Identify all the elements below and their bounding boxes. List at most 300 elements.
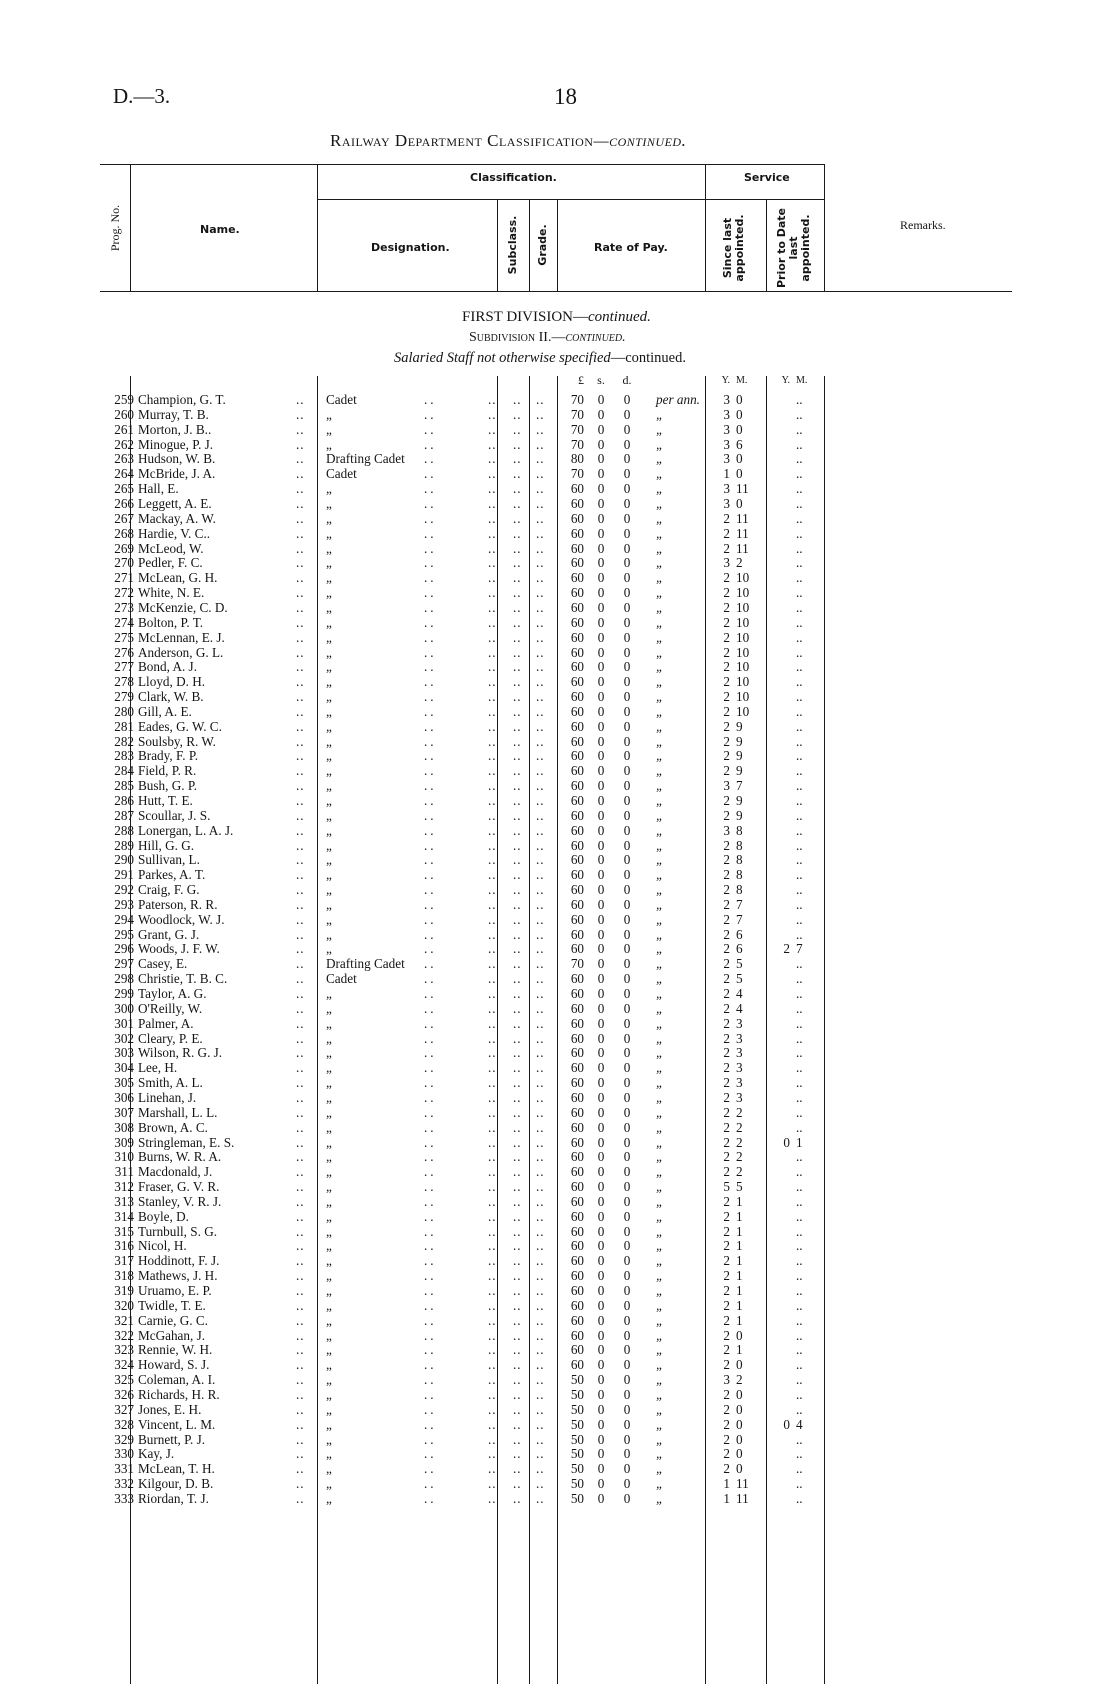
dot-leader: .. <box>488 555 497 571</box>
dot-leader: .. <box>513 1431 522 1447</box>
since-months: 9 <box>736 718 743 734</box>
pay-shillings: 0 <box>597 1253 605 1269</box>
pay-pounds: 60 <box>570 1164 584 1180</box>
designation: „ <box>326 1372 332 1388</box>
pay-period: „ <box>656 1416 664 1432</box>
header-divider <box>497 199 498 291</box>
dot-leader: .. <box>488 689 497 704</box>
dot-leader: .. <box>513 1104 522 1120</box>
prior-months: .. <box>796 570 803 586</box>
since-years: 2 <box>723 1045 730 1061</box>
prior-years: 0 <box>783 1134 790 1150</box>
dot-leader: .. <box>536 1015 545 1031</box>
pay-shillings: 0 <box>597 763 605 779</box>
pay-pounds: 50 <box>570 1401 584 1417</box>
designation: „ <box>326 1476 332 1491</box>
dot-leader: .. <box>488 911 497 927</box>
dot-leader: .. <box>296 481 305 497</box>
table-row <box>0 451 1114 466</box>
dot-leader: .. <box>536 867 545 883</box>
pay-period: „ <box>656 896 664 912</box>
prog-no: 266 <box>114 495 134 511</box>
designation: „ <box>326 1060 332 1076</box>
since-years: 2 <box>723 926 730 942</box>
dot-leader: .. <box>513 1208 522 1224</box>
dot-leader: .. <box>424 911 437 927</box>
table-row <box>0 1298 1114 1313</box>
pay-shillings: 0 <box>597 1223 605 1239</box>
dot-leader: .. <box>536 599 545 615</box>
pay-pounds: 60 <box>570 540 584 556</box>
designation: Cadet <box>326 392 357 407</box>
pay-pence: 0 <box>623 525 631 541</box>
dot-leader: .. <box>296 1268 305 1284</box>
dot-leader: .. <box>296 778 305 794</box>
pay-pence: 0 <box>623 570 631 586</box>
dot-leader: .. <box>536 1149 545 1165</box>
staff-name: Leggett, A. E. <box>138 495 212 511</box>
since-years: 2 <box>723 852 730 868</box>
pay-period: „ <box>656 466 664 482</box>
since-months: 1 <box>736 1297 743 1313</box>
dot-leader: .. <box>296 882 305 897</box>
pay-period: „ <box>656 629 664 645</box>
dot-leader: .. <box>296 495 305 511</box>
dot-leader: .. <box>488 570 497 586</box>
dot-leader: .. <box>513 1401 522 1417</box>
pay-pounds: 60 <box>570 599 584 615</box>
dot-leader: .. <box>536 1238 545 1254</box>
table-row <box>0 927 1114 942</box>
staff-name: McBride, J. A. <box>138 466 216 482</box>
dot-leader: .. <box>424 525 437 541</box>
dot-leader: .. <box>424 763 437 779</box>
since-years: 3 <box>723 406 730 422</box>
since-years: 2 <box>723 1312 730 1328</box>
pay-pounds: 60 <box>570 644 584 660</box>
pay-period: „ <box>656 1015 664 1031</box>
pay-period: „ <box>656 1193 664 1209</box>
prog-no: 287 <box>114 807 134 823</box>
table-row <box>0 719 1114 734</box>
pay-period: „ <box>656 689 664 704</box>
prog-no: 306 <box>114 1089 134 1105</box>
dot-leader: .. <box>513 1015 522 1031</box>
dot-leader: .. <box>536 436 545 452</box>
since-years: 2 <box>723 1431 730 1447</box>
designation: „ <box>326 1416 332 1432</box>
prior-months: .. <box>796 748 803 764</box>
prog-no: 264 <box>114 466 134 482</box>
dot-leader: .. <box>488 659 497 675</box>
prog-no: 303 <box>114 1045 134 1061</box>
dot-leader: .. <box>513 510 522 526</box>
dot-leader: .. <box>424 1446 437 1462</box>
pay-shillings: 0 <box>597 585 605 600</box>
pay-pence: 0 <box>623 1461 631 1477</box>
pay-shillings: 0 <box>597 599 605 615</box>
pay-shillings: 0 <box>597 525 605 541</box>
pay-period: „ <box>656 481 664 497</box>
dot-leader: .. <box>488 926 497 942</box>
table-row <box>0 645 1114 660</box>
prior-months: .. <box>796 926 803 942</box>
table-row <box>0 1313 1114 1328</box>
designation: „ <box>326 867 332 883</box>
pay-period: „ <box>656 911 664 927</box>
since-months: 1 <box>736 1268 743 1284</box>
prior-months: .. <box>796 451 803 467</box>
prior-months: .. <box>796 1223 803 1239</box>
prog-no: 262 <box>114 436 134 452</box>
dot-leader: .. <box>536 703 545 719</box>
since-months: 10 <box>736 629 750 645</box>
pay-shillings: 0 <box>597 1446 605 1462</box>
prior-months: .. <box>796 733 803 749</box>
dot-leader: .. <box>488 1342 497 1358</box>
pay-pence: 0 <box>623 882 631 897</box>
staff-name: Casey, E. <box>138 956 188 972</box>
dot-leader: .. <box>536 1431 545 1447</box>
prog-no: 315 <box>114 1223 134 1239</box>
prog-no: 282 <box>114 733 134 749</box>
prog-no: 314 <box>114 1208 134 1224</box>
dot-leader: .. <box>488 451 497 467</box>
dot-leader: .. <box>488 406 497 422</box>
dot-leader: .. <box>513 718 522 734</box>
dot-leader: .. <box>536 807 545 823</box>
dot-leader: .. <box>513 1134 522 1150</box>
designation: „ <box>326 778 332 794</box>
designation: „ <box>326 1119 332 1135</box>
pay-pence: 0 <box>623 718 631 734</box>
pay-shillings: 0 <box>597 451 605 467</box>
designation: „ <box>326 406 332 422</box>
dot-leader: .. <box>488 1164 497 1180</box>
since-years: 2 <box>723 1104 730 1120</box>
table-row <box>0 956 1114 971</box>
pay-pounds: 60 <box>570 1342 584 1358</box>
dot-leader: .. <box>536 763 545 779</box>
header-designation: Designation. <box>371 241 450 254</box>
table-row <box>0 615 1114 630</box>
since-years: 2 <box>723 1416 730 1432</box>
since-months: 9 <box>736 748 743 764</box>
table-row <box>0 897 1114 912</box>
prog-no: 267 <box>114 510 134 526</box>
pay-pence: 0 <box>623 763 631 779</box>
pay-shillings: 0 <box>597 1045 605 1061</box>
since-months: 0 <box>736 1416 743 1432</box>
dot-leader: .. <box>488 763 497 779</box>
pay-period: „ <box>656 986 664 1001</box>
dot-leader: .. <box>296 555 305 571</box>
since-months: 0 <box>736 466 743 482</box>
since-years: 2 <box>723 1208 730 1224</box>
prior-months: .. <box>796 1000 803 1016</box>
dot-leader: .. <box>513 481 522 497</box>
pay-shillings: 0 <box>597 466 605 482</box>
table-row <box>0 541 1114 556</box>
dot-leader: .. <box>296 436 305 452</box>
division-heading <box>462 309 651 326</box>
title-text: Railway Department Classification <box>330 131 594 150</box>
pay-shillings: 0 <box>597 1297 605 1313</box>
dot-leader: .. <box>424 941 437 957</box>
dot-leader: .. <box>424 1000 437 1016</box>
prior-months: .. <box>796 837 803 853</box>
prior-months: .. <box>796 1179 803 1194</box>
table-row <box>0 630 1114 645</box>
since-years: 2 <box>723 1297 730 1313</box>
pay-pence: 0 <box>623 837 631 853</box>
dot-leader: .. <box>296 1342 305 1358</box>
pay-pence: 0 <box>623 941 631 957</box>
prog-no: 270 <box>114 555 134 571</box>
designation: „ <box>326 1134 332 1150</box>
dot-leader: .. <box>296 585 305 600</box>
dot-leader: .. <box>296 956 305 972</box>
table-row <box>0 778 1114 793</box>
staff-name: McKenzie, C. D. <box>138 599 228 615</box>
pay-pounds: 60 <box>570 822 584 838</box>
pay-shillings: 0 <box>597 1149 605 1165</box>
dot-leader: .. <box>536 748 545 764</box>
dot-leader: .. <box>513 748 522 764</box>
prior-months: .. <box>796 540 803 556</box>
designation: „ <box>326 1446 332 1462</box>
dot-leader: .. <box>513 703 522 719</box>
designation: „ <box>326 1179 332 1194</box>
prog-no: 278 <box>114 674 134 690</box>
since-years: 2 <box>723 540 730 556</box>
since-months: 4 <box>736 1000 743 1016</box>
dot-leader: .. <box>424 392 437 407</box>
staff-name: Bolton, P. T. <box>138 614 204 630</box>
dot-leader: .. <box>536 392 545 407</box>
dot-leader: .. <box>424 1357 437 1373</box>
designation: Drafting Cadet <box>326 451 405 467</box>
dot-leader: .. <box>488 1327 497 1343</box>
dot-leader: .. <box>513 1223 522 1239</box>
dot-leader: .. <box>424 1119 437 1135</box>
dot-leader: .. <box>488 822 497 838</box>
since-months: 5 <box>736 971 743 987</box>
staff-name: Macdonald, J. <box>138 1164 213 1180</box>
designation: „ <box>326 1000 332 1016</box>
prog-no: 326 <box>114 1386 134 1402</box>
pay-pounds: 60 <box>570 570 584 586</box>
since-months: 0 <box>736 421 743 437</box>
dot-leader: .. <box>296 1045 305 1061</box>
prior-years: 2 <box>783 941 790 957</box>
designation: „ <box>326 1208 332 1224</box>
since-months: 0 <box>736 1386 743 1402</box>
since-months: 9 <box>736 763 743 779</box>
dot-leader: .. <box>296 837 305 853</box>
dot-leader: .. <box>424 1089 437 1105</box>
pay-pounds: 50 <box>570 1431 584 1447</box>
staff-name: Boyle, D. <box>138 1208 189 1224</box>
pay-period: „ <box>656 510 664 526</box>
table-row <box>0 1149 1114 1164</box>
staff-name: Field, P. R. <box>138 763 197 779</box>
designation: „ <box>326 1075 332 1091</box>
prog-no: 308 <box>114 1119 134 1135</box>
since-months: 0 <box>736 1357 743 1373</box>
dot-leader: .. <box>296 1283 305 1298</box>
dot-leader: .. <box>513 1000 522 1016</box>
dot-leader: .. <box>488 525 497 541</box>
staff-name: Gill, A. E. <box>138 703 192 719</box>
table-row <box>0 407 1114 422</box>
designation: „ <box>326 1104 332 1120</box>
table-row <box>0 748 1114 763</box>
pay-pounds: 50 <box>570 1386 584 1402</box>
pay-shillings: 0 <box>597 867 605 883</box>
prior-months: 1 <box>796 1134 803 1150</box>
header-divider <box>705 164 706 291</box>
pay-shillings: 0 <box>597 1000 605 1016</box>
pay-pounds: 50 <box>570 1490 584 1506</box>
pay-pounds: 70 <box>570 392 584 407</box>
prior-months: .. <box>796 481 803 497</box>
pay-shillings: 0 <box>597 733 605 749</box>
prog-no: 279 <box>114 689 134 704</box>
since-months: 10 <box>736 614 750 630</box>
prior-months: .. <box>796 1357 803 1373</box>
staff-name: Craig, F. G. <box>138 882 200 897</box>
pay-period: per ann. <box>656 392 700 407</box>
table-row <box>0 437 1114 452</box>
dot-leader: .. <box>424 1075 437 1091</box>
designation: „ <box>326 614 332 630</box>
dot-leader: .. <box>513 644 522 660</box>
since-months: 1 <box>736 1208 743 1224</box>
pay-period: „ <box>656 614 664 630</box>
pay-period: „ <box>656 1149 664 1165</box>
staff-name: Linehan, J. <box>138 1089 197 1105</box>
staff-name: Twidle, T. E. <box>138 1297 206 1313</box>
dot-leader: .. <box>424 570 437 586</box>
staff-name: Cleary, P. E. <box>138 1030 203 1046</box>
staff-name: White, N. E. <box>138 585 205 600</box>
designation: „ <box>326 1193 332 1209</box>
pay-period: „ <box>656 1476 664 1491</box>
since-years: 2 <box>723 585 730 600</box>
prior-months: .. <box>796 778 803 794</box>
pay-shillings: 0 <box>597 436 605 452</box>
table-row <box>0 882 1114 897</box>
since-months: 7 <box>736 778 743 794</box>
since-years: 2 <box>723 1000 730 1016</box>
dot-leader: .. <box>424 1030 437 1046</box>
pay-pence: 0 <box>623 1416 631 1432</box>
pay-shillings: 0 <box>597 1075 605 1091</box>
designation: „ <box>326 1312 332 1328</box>
designation: „ <box>326 1461 332 1477</box>
dot-leader: .. <box>536 614 545 630</box>
table-row <box>0 1372 1114 1387</box>
since-years: 2 <box>723 1268 730 1284</box>
pay-shillings: 0 <box>597 941 605 957</box>
dot-leader: .. <box>488 1490 497 1506</box>
pay-pence: 0 <box>623 629 631 645</box>
pay-shillings: 0 <box>597 1060 605 1076</box>
dot-leader: .. <box>488 793 497 808</box>
pay-pence: 0 <box>623 1490 631 1506</box>
pay-pounds: 60 <box>570 807 584 823</box>
pay-shillings: 0 <box>597 1119 605 1135</box>
dot-leader: .. <box>424 1372 437 1388</box>
dot-leader: .. <box>488 1238 497 1254</box>
since-years: 2 <box>723 1193 730 1209</box>
dot-leader: .. <box>424 629 437 645</box>
since-months: 2 <box>736 1134 743 1150</box>
dot-leader: .. <box>296 659 305 675</box>
designation: „ <box>326 941 332 957</box>
pay-pounds: 60 <box>570 941 584 957</box>
dot-leader: .. <box>513 540 522 556</box>
prog-no: 274 <box>114 614 134 630</box>
dot-leader: .. <box>513 585 522 600</box>
table-row <box>0 1224 1114 1239</box>
pay-pounds: 60 <box>570 926 584 942</box>
pay-shillings: 0 <box>597 1386 605 1402</box>
prior-months: .. <box>796 793 803 808</box>
pay-shillings: 0 <box>597 1312 605 1328</box>
dot-leader: .. <box>536 1312 545 1328</box>
staff-name: Lee, H. <box>138 1060 178 1076</box>
pay-period: „ <box>656 585 664 600</box>
table-row <box>0 1194 1114 1209</box>
header-subclass: Subclass. <box>506 215 519 275</box>
pay-shillings: 0 <box>597 406 605 422</box>
pay-pounds: 70 <box>570 956 584 972</box>
prior-months: .. <box>796 689 803 704</box>
dot-leader: .. <box>296 1490 305 1506</box>
dot-leader: .. <box>488 1089 497 1105</box>
pay-pounds: 60 <box>570 1000 584 1016</box>
dot-leader: .. <box>488 1149 497 1165</box>
since-months: 3 <box>736 1045 743 1061</box>
dot-leader: .. <box>536 1327 545 1343</box>
pay-pence: 0 <box>623 733 631 749</box>
dot-leader: .. <box>296 689 305 704</box>
since-months: 0 <box>736 1461 743 1477</box>
designation: „ <box>326 629 332 645</box>
unit-prior-years: Y. <box>781 375 790 386</box>
staff-name: Marshall, L. L. <box>138 1104 218 1120</box>
pay-pence: 0 <box>623 1312 631 1328</box>
since-years: 2 <box>723 807 730 823</box>
pay-pounds: 60 <box>570 495 584 511</box>
pay-shillings: 0 <box>597 659 605 675</box>
table-row <box>0 674 1114 689</box>
since-years: 2 <box>723 1342 730 1358</box>
dot-leader: .. <box>513 629 522 645</box>
dot-leader: .. <box>424 1179 437 1194</box>
pay-pence: 0 <box>623 495 631 511</box>
dot-leader: .. <box>536 837 545 853</box>
pay-shillings: 0 <box>597 748 605 764</box>
pay-pence: 0 <box>623 599 631 615</box>
pay-pence: 0 <box>623 807 631 823</box>
pay-pence: 0 <box>623 644 631 660</box>
since-months: 9 <box>736 793 743 808</box>
table-row <box>0 496 1114 511</box>
dot-leader: .. <box>536 481 545 497</box>
